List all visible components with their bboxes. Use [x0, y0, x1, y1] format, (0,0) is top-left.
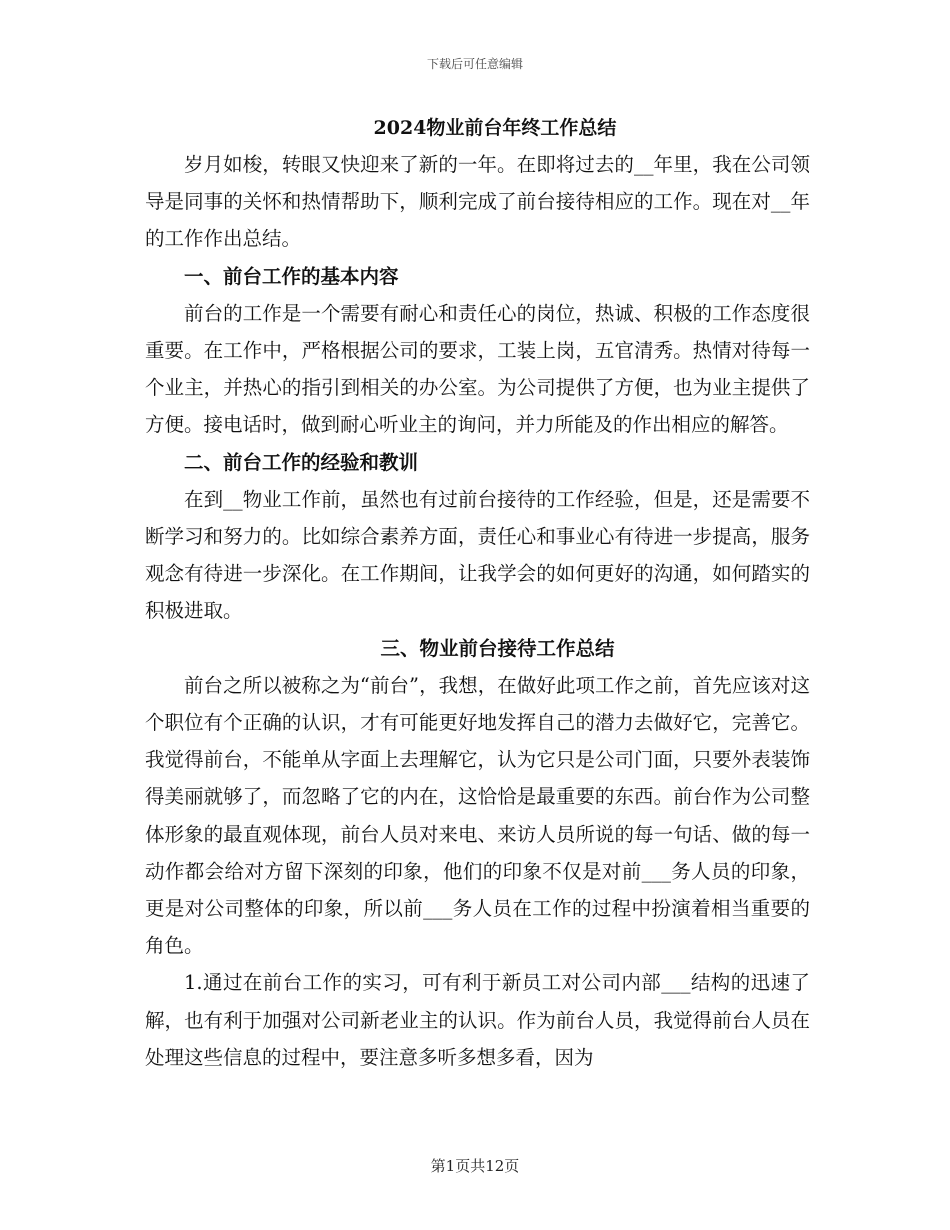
- section-3-heading: 三、物业前台接待工作总结: [380, 636, 615, 660]
- section-1-paragraph: 前台的工作是一个需要有耐心和责任心的岗位，热诚、积极的工作态度很重要。在工作中，严格根据公司的要求，工装上岗，五官清秀。热情对待每一个业主，并热心的指引到相关的办公室。为公司提供了方便，也为业主提供了方便。接电话时，做到耐心听业主的询问，并力所能及的作出相应的解答。: [145, 301, 810, 437]
- document-title: 2024物业前台年终工作总结: [373, 117, 617, 139]
- section-2-heading: 二、前台工作的经验和教训: [184, 450, 419, 474]
- section-3-paragraph: 前台之所以被称之为“前台”，我想，在做好此项工作之前，首先应该对这个职位有个正确的认识，才有可能更好地发挥自己的潜力去做好它，完善它。我觉得前台，不能单从字面上去理解它，认为它只是公司门面，只要外表装饰得美丽就够了，而忽略了它的内在，这恰恰是最重要的东西。前台作为公司整体形象的最直观体现，前台人员对来电、来访人员所说的每一句话、做的每一动作都会给对方留下深刻的印象，他们的印象不仅是对前___务人员的印象，更是对公司整体的印象，所以前___务人员在工作的过程中扮演着相当重要的角色。: [145, 673, 810, 958]
- document-body: [145, 110, 810, 1076]
- header-note: 下载后可任意编辑: [426, 57, 523, 71]
- page-number: 第1页共12页: [430, 1157, 520, 1175]
- section-1-heading: 一、前台工作的基本内容: [184, 264, 399, 288]
- intro-paragraph: 岁月如梭，转眼又快迎来了新的一年。在即将过去的__年里，我在公司领导是同事的关怀和热情帮助下，顺利完成了前台接待相应的工作。现在对__年的工作作出总结。: [145, 153, 810, 251]
- item-1-paragraph: 1.通过在前台工作的实习，可有利于新员工对公司内部___结构的迅速了解，也有利于加强对公司新老业主的认识。作为前台人员，我觉得前台人员在处理这些信息的过程中，要注意多听多想多看，因为: [145, 971, 810, 1069]
- section-2-paragraph: 在到__物业工作前，虽然也有过前台接待的工作经验，但是，还是需要不断学习和努力的。比如综合素养方面，责任心和事业心有待进一步提高，服务观念有待进一步深化。在工作期间，让我学会的如何更好的沟通，如何踏实的积极进取。: [145, 487, 810, 623]
